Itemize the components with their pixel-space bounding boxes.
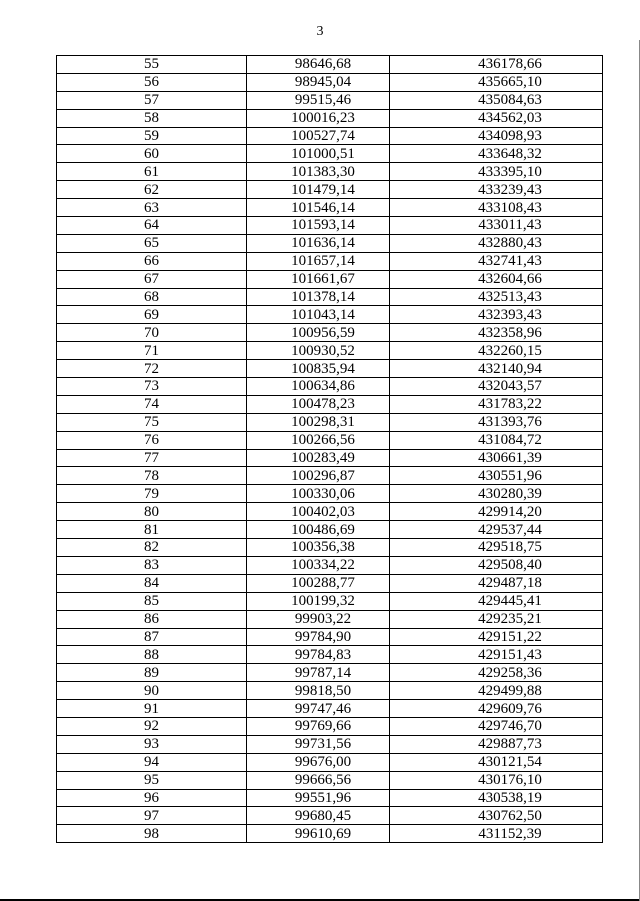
coordinates-table [56,55,603,843]
x-coordinate-cell: 101000,51 [247,145,390,163]
y-coordinate-cell: 429258,36 [390,664,603,682]
x-coordinate-cell: 101593,14 [247,217,390,235]
table-row [57,234,603,252]
table-row [57,682,603,700]
point-number-cell: 55 [57,56,247,74]
table-row [57,306,603,324]
y-coordinate-cell: 431152,39 [390,825,603,843]
x-coordinate-cell: 100486,69 [247,521,390,539]
table-row [57,735,603,753]
point-number-cell: 62 [57,181,247,199]
y-coordinate-cell: 429887,73 [390,735,603,753]
y-coordinate-cell: 430551,96 [390,467,603,485]
point-number-cell: 81 [57,521,247,539]
point-number-cell: 95 [57,771,247,789]
table-row [57,395,603,413]
point-number-cell: 67 [57,270,247,288]
x-coordinate-cell: 99731,56 [247,735,390,753]
table-row [57,342,603,360]
y-coordinate-cell: 432513,43 [390,288,603,306]
point-number-cell: 75 [57,413,247,431]
x-coordinate-cell: 99787,14 [247,664,390,682]
x-coordinate-cell: 99784,83 [247,646,390,664]
point-number-cell: 72 [57,360,247,378]
table-row [57,109,603,127]
point-number-cell: 96 [57,789,247,807]
x-coordinate-cell: 99903,22 [247,610,390,628]
table-row [57,467,603,485]
table-row [57,700,603,718]
x-coordinate-cell: 98646,68 [247,56,390,74]
table-row [57,127,603,145]
y-coordinate-cell: 430176,10 [390,771,603,789]
x-coordinate-cell: 100478,23 [247,395,390,413]
table-row [57,717,603,735]
point-number-cell: 78 [57,467,247,485]
table-row [57,574,603,592]
x-coordinate-cell: 100283,49 [247,449,390,467]
table-row [57,789,603,807]
table-row [57,145,603,163]
x-coordinate-cell: 99784,90 [247,628,390,646]
y-coordinate-cell: 433011,43 [390,217,603,235]
point-number-cell: 60 [57,145,247,163]
x-coordinate-cell: 101657,14 [247,252,390,270]
point-number-cell: 80 [57,503,247,521]
x-coordinate-cell: 100016,23 [247,109,390,127]
point-number-cell: 64 [57,217,247,235]
y-coordinate-cell: 429508,40 [390,556,603,574]
point-number-cell: 94 [57,753,247,771]
x-coordinate-cell: 99666,56 [247,771,390,789]
table-row [57,413,603,431]
point-number-cell: 93 [57,735,247,753]
table-row [57,270,603,288]
y-coordinate-cell: 429499,88 [390,682,603,700]
y-coordinate-cell: 432140,94 [390,360,603,378]
y-coordinate-cell: 431393,76 [390,413,603,431]
y-coordinate-cell: 432880,43 [390,234,603,252]
x-coordinate-cell: 99676,00 [247,753,390,771]
table-row [57,610,603,628]
x-coordinate-cell: 100334,22 [247,556,390,574]
x-coordinate-cell: 100330,06 [247,485,390,503]
x-coordinate-cell: 100930,52 [247,342,390,360]
y-coordinate-cell: 429518,75 [390,539,603,557]
table-row [57,91,603,109]
x-coordinate-cell: 100402,03 [247,503,390,521]
y-coordinate-cell: 430538,19 [390,789,603,807]
point-number-cell: 86 [57,610,247,628]
table-row [57,181,603,199]
x-coordinate-cell: 101378,14 [247,288,390,306]
y-coordinate-cell: 431084,72 [390,431,603,449]
y-coordinate-cell: 429151,43 [390,646,603,664]
x-coordinate-cell: 100356,38 [247,539,390,557]
y-coordinate-cell: 430762,50 [390,807,603,825]
y-coordinate-cell: 429914,20 [390,503,603,521]
x-coordinate-cell: 99747,46 [247,700,390,718]
table-row [57,449,603,467]
point-number-cell: 89 [57,664,247,682]
point-number-cell: 77 [57,449,247,467]
point-number-cell: 79 [57,485,247,503]
x-coordinate-cell: 101636,14 [247,234,390,252]
x-coordinate-cell: 100298,31 [247,413,390,431]
point-number-cell: 84 [57,574,247,592]
y-coordinate-cell: 430280,39 [390,485,603,503]
x-coordinate-cell: 101479,14 [247,181,390,199]
point-number-cell: 87 [57,628,247,646]
table-row [57,360,603,378]
point-number-cell: 61 [57,163,247,181]
point-number-cell: 74 [57,395,247,413]
x-coordinate-cell: 100835,94 [247,360,390,378]
table-row [57,324,603,342]
point-number-cell: 82 [57,539,247,557]
y-coordinate-cell: 432741,43 [390,252,603,270]
point-number-cell: 59 [57,127,247,145]
y-coordinate-cell: 433108,43 [390,199,603,217]
x-coordinate-cell: 99551,96 [247,789,390,807]
point-number-cell: 98 [57,825,247,843]
y-coordinate-cell: 435084,63 [390,91,603,109]
coordinates-table-body [57,56,603,843]
y-coordinate-cell: 432604,66 [390,270,603,288]
y-coordinate-cell: 432358,96 [390,324,603,342]
point-number-cell: 90 [57,682,247,700]
x-coordinate-cell: 100288,77 [247,574,390,592]
y-coordinate-cell: 429445,41 [390,592,603,610]
point-number-cell: 68 [57,288,247,306]
table-row [57,664,603,682]
y-coordinate-cell: 432043,57 [390,378,603,396]
point-number-cell: 70 [57,324,247,342]
point-number-cell: 73 [57,378,247,396]
table-row [57,56,603,74]
x-coordinate-cell: 101383,30 [247,163,390,181]
table-row [57,217,603,235]
table-row [57,163,603,181]
y-coordinate-cell: 430121,54 [390,753,603,771]
point-number-cell: 85 [57,592,247,610]
point-number-cell: 92 [57,717,247,735]
table-row [57,771,603,789]
point-number-cell: 88 [57,646,247,664]
x-coordinate-cell: 101043,14 [247,306,390,324]
x-coordinate-cell: 99610,69 [247,825,390,843]
x-coordinate-cell: 100266,56 [247,431,390,449]
point-number-cell: 58 [57,109,247,127]
table-row [57,521,603,539]
y-coordinate-cell: 431783,22 [390,395,603,413]
point-number-cell: 65 [57,234,247,252]
table-row [57,753,603,771]
x-coordinate-cell: 101546,14 [247,199,390,217]
point-number-cell: 66 [57,252,247,270]
table-row [57,539,603,557]
x-coordinate-cell: 99769,66 [247,717,390,735]
point-number-cell: 91 [57,700,247,718]
x-coordinate-cell: 100527,74 [247,127,390,145]
x-coordinate-cell: 100296,87 [247,467,390,485]
x-coordinate-cell: 100956,59 [247,324,390,342]
point-number-cell: 71 [57,342,247,360]
table-row [57,628,603,646]
y-coordinate-cell: 435665,10 [390,73,603,91]
y-coordinate-cell: 429609,76 [390,700,603,718]
y-coordinate-cell: 429537,44 [390,521,603,539]
y-coordinate-cell: 434562,03 [390,109,603,127]
table-row [57,556,603,574]
y-coordinate-cell: 430661,39 [390,449,603,467]
table-row [57,73,603,91]
table-row [57,503,603,521]
y-coordinate-cell: 429235,21 [390,610,603,628]
table-row [57,825,603,843]
y-coordinate-cell: 432393,43 [390,306,603,324]
table-row [57,485,603,503]
table-row [57,199,603,217]
x-coordinate-cell: 98945,04 [247,73,390,91]
x-coordinate-cell: 99818,50 [247,682,390,700]
table-row [57,431,603,449]
y-coordinate-cell: 433239,43 [390,181,603,199]
page-number: 3 [316,24,324,39]
table-row [57,288,603,306]
x-coordinate-cell: 99680,45 [247,807,390,825]
table-row [57,646,603,664]
point-number-cell: 69 [57,306,247,324]
x-coordinate-cell: 100634,86 [247,378,390,396]
point-number-cell: 97 [57,807,247,825]
x-coordinate-cell: 100199,32 [247,592,390,610]
x-coordinate-cell: 101661,67 [247,270,390,288]
point-number-cell: 76 [57,431,247,449]
y-coordinate-cell: 432260,15 [390,342,603,360]
point-number-cell: 63 [57,199,247,217]
y-coordinate-cell: 433395,10 [390,163,603,181]
y-coordinate-cell: 429151,22 [390,628,603,646]
point-number-cell: 56 [57,73,247,91]
y-coordinate-cell: 429746,70 [390,717,603,735]
table-row [57,378,603,396]
table-row [57,592,603,610]
point-number-cell: 83 [57,556,247,574]
y-coordinate-cell: 429487,18 [390,574,603,592]
table-row [57,807,603,825]
y-coordinate-cell: 434098,93 [390,127,603,145]
point-number-cell: 57 [57,91,247,109]
x-coordinate-cell: 99515,46 [247,91,390,109]
y-coordinate-cell: 436178,66 [390,56,603,74]
y-coordinate-cell: 433648,32 [390,145,603,163]
table-row [57,252,603,270]
